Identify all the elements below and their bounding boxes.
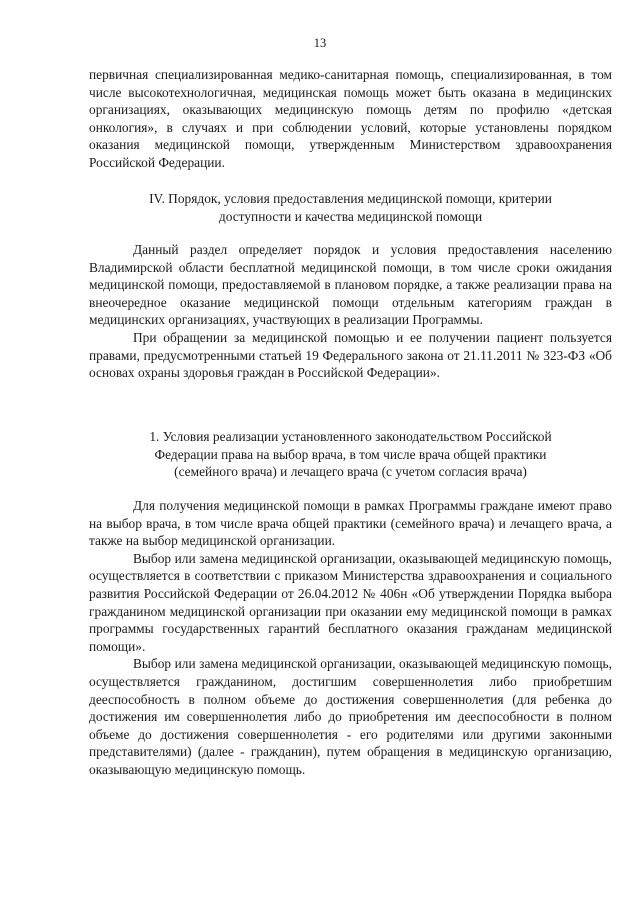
paragraph-choice-by-citizen: Выбор или замена медицинской организации, оказывающей медицинскую помощь, осуществляется гражданином, достигшим совершеннолетия либо приобретшим дееспособность в полном объеме до достижения совершеннолетия (для ребенка до достижения им совершеннолетия либо до приобретения им дееспособности в полном объеме до достижения совершеннолетия - его родителями или другими законными представителями) (далее - гражданин), путем обращения в медицинскую организацию, оказывающую медицинскую помощь.: [89, 656, 612, 777]
paragraph-section-scope: Данный раздел определяет порядок и условия предоставления населению Владимирской области бесплатной медицинской помощи, в том числе сроки ожидания медицинской помощи, предоставляемой в плановом порядке, а также реализации права на внеочередное оказание медицинской помощи отдельным категориям граждан в медицинских организациях, участвующих в реализации Программы.: [89, 242, 612, 328]
paragraph-medical-care-oncology: первичная специализированная медико-санитарная помощь, специализированная, в том числе высокотехнологичная, медицинская помощь может быть оказана в медицинских организациях, оказывающих медицинскую помощь детям по профилю «детская онкология», в случаях и при соблюдении условий, которые установлены порядком оказания медицинской помощи, утвержденным Министерством здравоохранения Российской Федерации.: [89, 67, 612, 170]
page-number: 13: [313, 36, 327, 50]
section-heading-iv-line-1: IV. Порядок, условия предоставления медицинской помощи, критерии: [149, 191, 552, 206]
subsection-heading-1-line-1: 1. Условия реализации установленного законодательством Российской: [149, 429, 552, 444]
text-block-2: [89, 241, 612, 382]
subsection-heading-1-line-3: (семейного врача) и лечащего врача (с учетом согласия врача): [174, 464, 527, 480]
section-heading-iv-line-2: доступности и качества медицинской помощи: [218, 208, 483, 224]
text-block-3: [89, 497, 612, 779]
text-block-1: [89, 66, 612, 172]
subsection-heading-1: [89, 428, 612, 481]
paragraph-choice-of-doctor: Для получения медицинской помощи в рамках Программы граждане имеют право на выбор врача, в том числе врача общей практики (семейного врача) и лечащего врача, а также на выбор медицинской организации.: [89, 498, 612, 549]
paragraph-order-406n: Выбор или замена медицинской организации, оказывающей медицинскую помощь, осуществляется в соответствии с приказом Министерства здравоохранения и социального развития Российской Федерации от 26.04.2012 № 406н «Об утверждении Порядка выбора гражданином медицинской организации при оказании ему медицинской помощи в рамках программы государственных гарантий бесплатного оказания гражданам медицинской помощи».: [89, 550, 612, 654]
paragraph-patient-rights: При обращении за медицинской помощью и ее получении пациент пользуется правами, предусмотренными статьей 19 Федерального закона от 21.11.2011 № 323-ФЗ «Об основах охраны здоровья граждан в Российской Федерации».: [89, 329, 612, 381]
subsection-heading-1-line-2: Федерации права на выбор врача, в том числе врача общей практики: [154, 446, 547, 462]
section-heading-iv: [89, 190, 612, 225]
